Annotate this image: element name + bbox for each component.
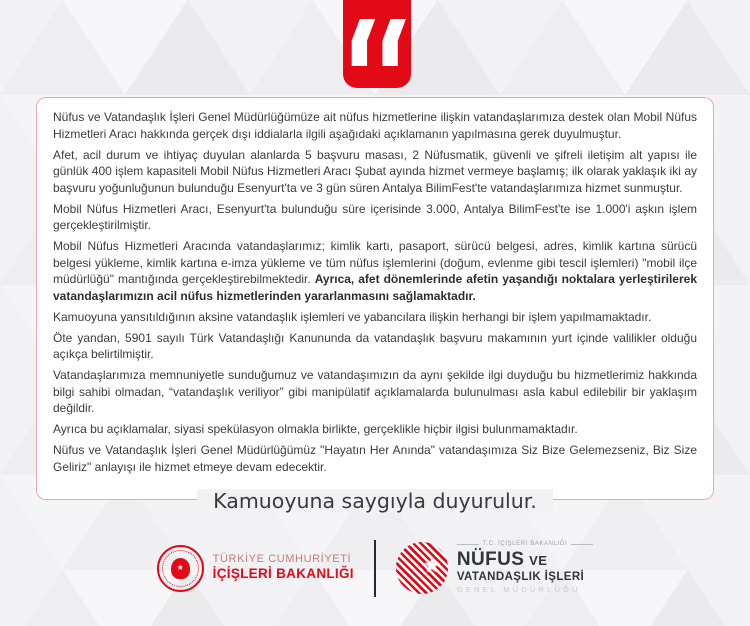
statement-paragraph bbox=[53, 421, 697, 438]
ministry-logo bbox=[157, 545, 354, 592]
interior-ministry-emblem-icon bbox=[157, 545, 204, 592]
star-icon: ★ bbox=[176, 563, 184, 572]
striped-globe-icon bbox=[396, 542, 448, 594]
rule-left bbox=[457, 544, 479, 545]
paragraph-text: Afet, acil durum ve ihtiyaç duyulan alanlarda 5 başvuru masası, 2 Nüfusmatik, güvenli ve şifreli iletişim alt yapısı ile günlük 400 işlem kapasiteli Mobil Nüfus Hizmetleri Aracı Şubat ayında hizmet vermeye başlamış; ilk olarak yaklaşık iki ay başvuru yoğunluğunun bulunduğu Esenyurt'ta ve 3 gün süren Antalya BilimFest'te vatandaşlarımıza hizmet sunmuştur. bbox=[53, 147, 697, 195]
paragraph-text: Nüfus ve Vatandaşlık İşleri Genel Müdürlüğümüze ait nüfus hizmetlerine ilişkin vatandaşlarımıza destek olan Mobil Nüfus Hizmetleri Aracı hakkında gerçek dışı iddialarla ilgili aşağıdaki açıklamanın yapılmasına gerek duyulmuştur. bbox=[53, 110, 697, 141]
closing-text: Kamuoyuna saygıyla duyurulur. bbox=[197, 489, 553, 513]
star-icon: ★ bbox=[422, 554, 441, 577]
directorate-word-nufus: NÜFUS bbox=[456, 549, 525, 571]
rule-right bbox=[571, 544, 593, 545]
closing-line bbox=[0, 489, 750, 513]
directorate-ministry-label: T.C. İÇİŞLERİ BAKANLIĞI bbox=[482, 541, 568, 548]
paragraph-text: Mobil Nüfus Hizmetleri Aracında vatandaşlarımız; kimlik kartı, pasaport, sürücü belgesi, adres, kimlik kartına sürücü belgesi yükleme, kimlik kartına e-imza yükleme ve tüm nüfus işlemlerini (doğum, evlenme gibi tescil işlemleri) "mobil ilçe müdürlüğü" mantığında gerçekleştirebilmektedir. bbox=[53, 239, 697, 286]
directorate-logo-text bbox=[457, 541, 594, 595]
directorate-name-line3: GENEL MÜDÜRLÜĞÜ bbox=[456, 585, 581, 595]
opening-double-quote-icon bbox=[348, 19, 406, 66]
directorate-name-line2: VATANDAŞLIK İŞLERİ bbox=[456, 570, 585, 583]
ministry-logo-text bbox=[213, 553, 354, 584]
statement-paragraph bbox=[53, 367, 697, 417]
statement-paragraph bbox=[53, 442, 697, 475]
paragraph-text: Nüfus ve Vatandaşlık İşleri Genel Müdürlüğümüz "Hayatın Her Anında" vatandaşımıza Siz Bize Gelemezseniz, Biz Size Geliriz" anlayışı ile hizmet etmeye devam edecektir. bbox=[53, 443, 697, 474]
paragraph-text: Vatandaşlarımıza memnuniyetle sunduğumuz ve vatandaşımızın da aynı şekilde ilgi duyduğu bu hizmetlerimiz hakkında bilgi sahibi olmadan, “vatandaşlık veriliyor” gibi manipülatif açıklamalarda bulunulması asla kabul edilebilir bir yaklaşım değildir. bbox=[53, 368, 697, 415]
directorate-logo bbox=[396, 541, 594, 595]
directorate-word-ve: VE bbox=[529, 553, 548, 569]
statement-paragraph bbox=[53, 109, 697, 142]
ministry-name-label: İÇİŞLERİ BAKANLIĞI bbox=[212, 566, 354, 582]
statement-card bbox=[36, 97, 714, 500]
statement-paragraph bbox=[53, 201, 697, 234]
paragraph-text: Öte yandan, 5901 sayılı Türk Vatandaşlığı Kanununda da vatandaşlık başvuru makamının yurt içinde valilikler olduğu açıkça belirtilmiştir. bbox=[53, 330, 697, 361]
directorate-name-line1 bbox=[457, 549, 547, 571]
paragraph-text: Kamuoyuna yansıtıldığının aksine vatandaşlık işlemleri ve yabancılara ilişkin herhangi bir işlem yapılmamaktadır. bbox=[53, 309, 652, 324]
paragraph-bold-text: Ayrıca, afet dönemlerinde afetin yaşandığı noktalara yerleştirilerek vatandaşlarımızın acil nüfus hizmetlerinden yararlanmasını sağlamaktadır. bbox=[53, 272, 697, 303]
directorate-top-line bbox=[457, 541, 594, 548]
statement-paragraph bbox=[53, 330, 697, 363]
paragraph-text: Mobil Nüfus Hizmetleri Aracı, Esenyurt'ta bulunduğu süre içerisinde 3.000, Antalya BilimFest'te ise 1.000'i aşkın işlem gerçekleştirilmiştir. bbox=[53, 201, 697, 232]
emblem-stars-ring bbox=[162, 550, 199, 587]
footer-divider bbox=[374, 540, 376, 597]
statement-paragraph bbox=[53, 147, 697, 197]
quote-badge bbox=[343, 0, 411, 88]
paragraph-text: Ayrıca bu açıklamalar, siyasi spekülasyon olmakla birlikte, gerçeklikle hiçbir ilgisi bulunmamaktadır. bbox=[53, 422, 578, 436]
statement-paragraph bbox=[53, 238, 697, 304]
footer-logos bbox=[0, 537, 750, 599]
ministry-country-label: TÜRKİYE CUMHURİYETİ bbox=[212, 552, 352, 565]
statement-paragraph bbox=[53, 309, 697, 326]
